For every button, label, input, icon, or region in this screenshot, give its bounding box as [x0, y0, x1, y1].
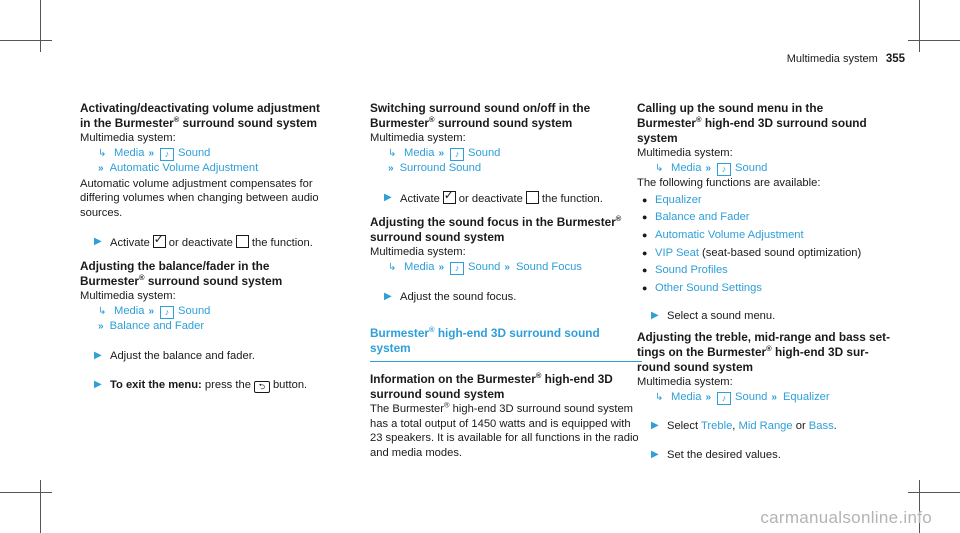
menu-path — [388, 146, 642, 162]
bass-link[interactable]: Bass — [808, 420, 834, 433]
menu-path — [98, 146, 352, 162]
vip-seat-link[interactable]: VIP Seat — [655, 246, 699, 259]
sound-link[interactable]: Sound — [468, 146, 501, 159]
menu-path — [98, 304, 352, 320]
menu-path — [98, 319, 352, 335]
checkbox-checked-icon — [443, 191, 456, 204]
music-note-icon: ♪ — [717, 392, 731, 405]
double-chevron-icon: » — [504, 261, 510, 273]
sound-link[interactable]: Sound — [468, 260, 501, 273]
music-note-icon: ♪ — [450, 262, 464, 275]
music-note-icon: ♪ — [717, 163, 731, 176]
sound-profiles-link[interactable]: Sound Profiles — [655, 264, 728, 277]
step: ▶ Activate✓ or deactivate the function. — [370, 191, 642, 207]
menu-path-label: Multimedia system: — [370, 246, 466, 259]
bullet-icon: ● — [642, 247, 648, 258]
treble-link[interactable]: Treble — [701, 420, 733, 433]
heading-sound-focus: Adjusting the sound focus in the Burmester® surround sound system — [370, 214, 622, 245]
step-triangle-icon: ▶ — [384, 290, 392, 302]
music-note-icon: ♪ — [160, 306, 174, 319]
balance-fader-link[interactable]: Balance and Fader — [109, 320, 205, 333]
double-chevron-icon: » — [705, 162, 712, 174]
double-chevron-icon: » — [98, 321, 104, 333]
heading-information: Information on the Burmester® high-end 3D surround sound system — [370, 371, 613, 402]
sound-link[interactable]: Sound — [178, 146, 211, 159]
crop-mark — [919, 0, 920, 52]
list-item — [637, 193, 909, 208]
section-heading: Burmester® high-end 3D surround sound system — [370, 325, 600, 356]
mid-range-link[interactable]: Mid Range — [738, 420, 793, 433]
double-chevron-icon: » — [438, 261, 445, 273]
automatic-volume-adjustment-link[interactable]: Automatic Volume Adjustment — [655, 228, 804, 241]
bullet-icon: ● — [642, 265, 648, 276]
bullet-icon: ● — [642, 282, 648, 293]
list-item: ● VIP Seat (seat-based sound optimization) — [642, 246, 862, 259]
path-arrow-icon: ↳ — [655, 162, 664, 174]
list-item — [637, 263, 909, 278]
balance-fader-link[interactable]: Balance and Fader — [655, 211, 750, 224]
double-chevron-icon: » — [705, 391, 712, 403]
column-2 — [370, 101, 642, 461]
step: ▶ Adjust the balance and fader. — [94, 349, 255, 362]
crop-mark — [40, 480, 41, 533]
automatic-volume-adjustment-link[interactable]: Automatic Volume Adjustment — [109, 162, 259, 175]
sound-link[interactable]: Sound — [735, 161, 768, 174]
page-header — [787, 52, 905, 67]
media-link[interactable]: Media — [404, 260, 435, 273]
equalizer-link[interactable]: Equalizer — [655, 193, 702, 206]
sound-focus-link[interactable]: Sound Focus — [515, 260, 582, 273]
bullet-icon: ● — [642, 229, 648, 240]
crop-mark — [40, 0, 41, 52]
path-arrow-icon: ↳ — [98, 305, 107, 317]
heading-sound-menu: Calling up the sound menu in the Burmester® high-end 3D surround sound system — [637, 101, 867, 145]
header-title: Multimedia system — [786, 53, 878, 65]
menu-path-label: Multimedia system: — [80, 290, 176, 303]
paragraph: Automatic volume adjustment compensates for differing volumes when changing between audio sources. — [80, 177, 319, 219]
double-chevron-icon: » — [438, 147, 445, 159]
section-rule — [370, 361, 642, 362]
heading-balance-fader: Adjusting the balance/fader in the Burmester® surround sound system — [80, 259, 283, 289]
menu-path — [655, 161, 909, 177]
sound-link[interactable]: Sound — [735, 390, 768, 403]
path-arrow-icon: ↳ — [388, 261, 397, 273]
double-chevron-icon: » — [98, 163, 104, 175]
watermark: carmanualsonline.info — [760, 508, 932, 528]
equalizer-link[interactable]: Equalizer — [782, 390, 830, 403]
heading-treble-mid-bass: Adjusting the treble, mid-range and bass set- tings on the Burmester® high-end 3D sur- round sound system — [637, 329, 891, 374]
step-triangle-icon: ▶ — [94, 378, 102, 390]
list-item — [637, 210, 909, 225]
other-sound-settings-link[interactable]: Other Sound Settings — [655, 281, 762, 294]
media-link[interactable]: Media — [114, 304, 145, 317]
paragraph: The Burmester® high-end 3D surround sound system has a total output of 1450 watts and is equipped with 23 speakers. It is available for all functions in the radio and media modes. — [370, 400, 639, 459]
step-triangle-icon: ▶ — [94, 235, 102, 247]
menu-path-label: Multimedia system: — [370, 132, 466, 144]
path-arrow-icon: ↳ — [388, 147, 397, 159]
crop-mark — [908, 492, 960, 493]
music-note-icon: ♪ — [160, 148, 174, 161]
surround-sound-link[interactable]: Surround Sound — [399, 162, 482, 175]
column-3 — [637, 101, 909, 462]
bullet-icon: ● — [642, 194, 648, 205]
step-triangle-icon: ▶ — [651, 420, 659, 432]
music-note-icon: ♪ — [450, 148, 464, 161]
checkbox-empty-icon — [526, 191, 539, 204]
column-1 — [80, 101, 352, 393]
menu-path — [655, 390, 909, 406]
double-chevron-icon: » — [148, 305, 155, 317]
menu-path — [388, 161, 642, 177]
double-chevron-icon: » — [148, 147, 155, 159]
step-triangle-icon: ▶ — [651, 448, 659, 460]
heading-volume-adjustment: Activating/deactivating volume adjustment in the Burmester® surround sound system — [80, 101, 320, 130]
media-link[interactable]: Media — [671, 161, 702, 174]
crop-mark — [908, 40, 960, 41]
step: ▶ Select a sound menu. — [651, 310, 776, 323]
checkbox-checked-icon — [153, 235, 166, 248]
menu-path-label: Multimedia system: — [637, 147, 733, 159]
path-arrow-icon: ↳ — [655, 391, 664, 403]
step-triangle-icon: ▶ — [94, 349, 102, 361]
list-item — [637, 228, 909, 243]
crop-mark — [0, 40, 52, 41]
step: ▶ Activate✓ or deactivate the function. — [80, 235, 352, 251]
menu-path-label: Multimedia system: — [80, 132, 176, 144]
paragraph: The following functions are available: — [637, 177, 821, 190]
back-button-icon: ⮌ — [254, 381, 270, 393]
bullet-icon: ● — [642, 212, 648, 223]
media-link[interactable]: Media — [671, 390, 702, 403]
menu-path-label: Multimedia system: — [637, 375, 733, 388]
step: ▶ Select Treble, Mid Range or Bass. — [651, 420, 837, 433]
media-link[interactable]: Media — [114, 146, 145, 159]
heading-surround-sound: Switching surround sound on/off in the Burmester® surround sound system — [370, 101, 591, 130]
step: ▶ Adjust the sound focus. — [384, 290, 517, 303]
path-arrow-icon: ↳ — [98, 147, 107, 159]
page-number: 355 — [885, 53, 905, 65]
menu-path — [98, 161, 352, 177]
menu-path — [388, 260, 642, 276]
step-triangle-icon: ▶ — [651, 310, 659, 322]
list-item — [637, 281, 909, 296]
checkbox-empty-icon — [236, 235, 249, 248]
double-chevron-icon: » — [771, 391, 777, 403]
sound-link[interactable]: Sound — [178, 304, 211, 317]
media-link[interactable]: Media — [404, 146, 435, 159]
step: ▶ Set the desired values. — [651, 448, 781, 461]
double-chevron-icon: » — [388, 163, 394, 175]
step: ▶ To exit the menu: press the ⮌ button. — [94, 378, 308, 391]
crop-mark — [0, 492, 52, 493]
step-triangle-icon: ▶ — [384, 191, 392, 203]
